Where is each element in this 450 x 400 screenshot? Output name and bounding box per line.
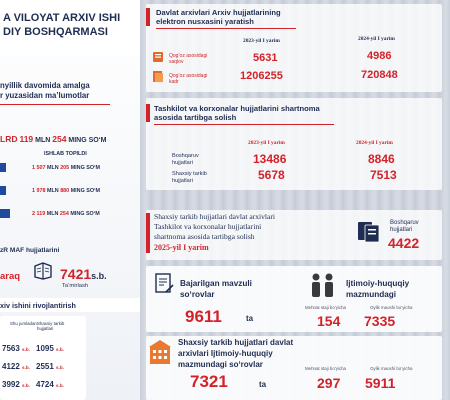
row-3 [32, 211, 100, 217]
t1-left-unit: s.b. [22, 347, 30, 352]
panel2-row1-label2: hujjatlari [172, 160, 193, 166]
panel2-row2-v2: 7513 [370, 168, 397, 182]
row-1-a: 1 507 [32, 165, 46, 171]
row-1-mln: MLN [47, 165, 59, 171]
row-1 [32, 165, 100, 171]
total-b: 254 [52, 134, 67, 144]
panel1-divider [156, 28, 296, 29]
panel2-row1-v2: 8846 [368, 152, 395, 166]
panel2-row2-v1: 5678 [258, 168, 285, 182]
people-icon [306, 272, 342, 298]
total-b-unit: MING SO‘M [68, 137, 107, 144]
panel4-right-title2: mazmundagi [346, 290, 397, 299]
panel1-row1-label2: saqlov [169, 59, 184, 65]
bar-3 [0, 209, 10, 218]
panel2-row1-v1: 13486 [253, 152, 287, 166]
panel5-col1: Mehnat staji bo‘yicha [305, 366, 347, 371]
panel3-line3: shartnoma asosida tartibga solish [154, 232, 255, 241]
panel2-year2: 2024-yil I yarim [356, 140, 393, 146]
table-row-1-right [36, 344, 64, 353]
folder-icon-1 [152, 50, 164, 62]
row-2-a: 1 978 [32, 188, 46, 194]
table-row-3-left [2, 380, 30, 389]
panel3-label2: hujjatlari [390, 227, 413, 233]
left-header-line1: A VILOYAT ARXIV ISHI [3, 12, 121, 24]
panel2-accent [146, 104, 150, 122]
panel4-col1: Mehnat staji bo‘yicha [305, 305, 347, 310]
panel5-title3: mazmundagi so‘rovlar [178, 360, 263, 369]
panel2-row1-label1: Boshqaruv [172, 153, 199, 159]
t3-left-unit: s.b. [22, 383, 30, 388]
maf-value [60, 266, 107, 282]
t2-left-unit: s.b. [22, 365, 30, 370]
row-3-unit: MING SO‘M [70, 211, 100, 217]
t2-right-unit: s.b. [56, 365, 64, 370]
panel1-row2-label2: kadr [169, 79, 179, 85]
panel4-left-title1: Bajarilgan mavzuli [180, 279, 252, 288]
t3-right-num: 4724 [36, 380, 54, 389]
panel3-label1: Boshqaruv [390, 220, 419, 226]
maf-label: Ta’mirlash [62, 283, 89, 289]
panel4-v1: 154 [317, 313, 341, 329]
table-row-3-right [36, 380, 64, 389]
book-icon [33, 262, 53, 280]
intro-underline [0, 104, 110, 105]
panel1-row1-v1: 5631 [253, 52, 278, 64]
panel5-col2: Oylik maoshi bo‘yicha [370, 366, 413, 371]
intro-line2: r yuzasidan ma’lumotlar [0, 91, 90, 100]
t1-left-num: 7563 [2, 344, 20, 353]
bar-2 [0, 186, 6, 195]
panel2-title-line1: Tashkilot va korxonalar hujjatlarini shartnoma [154, 104, 320, 113]
table-head-col2: Shaxsiy tarkib hujjatlari [37, 321, 65, 331]
panel1-title-line1: Davlat arxivlari Arxiv hujjatlarining [156, 8, 281, 17]
panel1-row1-v2: 4986 [367, 50, 392, 62]
intro-line1: nyillik davomida amalga [0, 81, 90, 90]
maf-value-number: 7421 [60, 266, 92, 282]
row-3-a: 2 119 [32, 211, 46, 217]
maf-title: zR MAF hujjatlarini [0, 247, 60, 254]
row-1-unit: MING SO‘M [70, 165, 101, 171]
documents-icon [356, 220, 384, 244]
bar-1 [0, 163, 6, 172]
request-doc-icon [152, 272, 176, 296]
row-2-b: 880 [60, 188, 70, 194]
panel5-v2: 5911 [365, 375, 396, 391]
panel5-title2: arxivlari Ijtimoiy-huquqiy [178, 349, 273, 358]
panel3-accent [146, 213, 150, 253]
total-a-unit: MLN [35, 137, 51, 144]
panel1-year2: 2024-yil I yarim [358, 36, 395, 42]
panel2-row2-label2: hujjatlari [172, 178, 193, 184]
row-2-unit: MING SO‘M [70, 188, 101, 194]
panel3-line4: 2025-yil I yarim [154, 243, 209, 252]
panel5-unit: ta [259, 380, 267, 389]
maf-left-text: araq [0, 271, 21, 282]
t2-right-num: 2551 [36, 362, 54, 371]
maf-value-unit: s.b. [91, 271, 107, 281]
panel5-v1: 297 [317, 375, 341, 391]
panel5-title1: Shaxsiy tarkib hujjatlari davlat [178, 338, 294, 347]
table-row-1-left [2, 344, 30, 353]
panel2-row2-label1: Shaxsiy tarkib [172, 171, 207, 177]
panel4-left-title2: so‘rovlar [180, 290, 215, 299]
panel1-row2-v1: 1206255 [240, 70, 283, 82]
panel2-title-line2: asosida tartibga solish [154, 113, 237, 122]
panel1-row2-v2: 720848 [361, 69, 398, 81]
table-row-2-right [36, 362, 64, 371]
total-amount [0, 134, 107, 144]
panel1-year1: 2023-yil I yarim [243, 38, 280, 44]
panel4-right-title1: Ijtimoiy-huquqiy [346, 279, 410, 288]
left-header-line2: DIY BOSHQARMASI [3, 26, 108, 38]
t3-right-unit: s.b. [56, 383, 64, 388]
t3-left-num: 3992 [2, 380, 20, 389]
rivoj-title: xiv ishini rivojlantirish [0, 301, 76, 310]
row-2-mln: MLN [47, 188, 59, 194]
t2-left-num: 4122 [2, 362, 20, 371]
panel2-year1: 2023-yil I yarim [248, 140, 285, 146]
panel4-v2: 7335 [364, 313, 396, 329]
row-2 [32, 188, 100, 194]
row-3-mln: MLN [46, 211, 59, 217]
panel4-left-value: 9611 [185, 307, 222, 326]
panel3-line1: Shaxsiy tarkib hujjatlari davlat arxivlari [154, 212, 276, 221]
panel2-divider [154, 124, 334, 125]
folder-icon-2 [152, 70, 164, 83]
panel1-row2-label1: Qog‘oz asosidagi [169, 73, 208, 79]
panel1-title-line2: elektron nusxasini yaratish [156, 17, 254, 26]
panel1-accent [146, 8, 150, 26]
total-prefix: LRD [0, 134, 18, 144]
panel3-value: 4422 [388, 235, 420, 251]
panel3-line2: Tashkilot va korxonalar hujjatlarini [154, 222, 262, 231]
t1-right-unit: s.b. [56, 347, 64, 352]
ishlab-topildi-label: ISHLAB TOPILDI [44, 151, 87, 157]
row-1-b: 205 [60, 165, 70, 171]
t1-right-num: 1095 [36, 344, 54, 353]
panel5-value: 7321 [190, 372, 228, 391]
total-a: 119 [19, 134, 34, 144]
row-3-b: 254 [59, 211, 69, 217]
table-head-col1: Shu jumladan: [10, 321, 39, 326]
table-row-2-left [2, 362, 30, 371]
panel1-row1-label1: Qog‘oz asosidagi [169, 53, 208, 59]
panel4-col2: Oylik maoshi bo‘yicha [370, 305, 413, 310]
building-icon [148, 338, 172, 366]
panel4-left-unit: ta [246, 314, 254, 323]
